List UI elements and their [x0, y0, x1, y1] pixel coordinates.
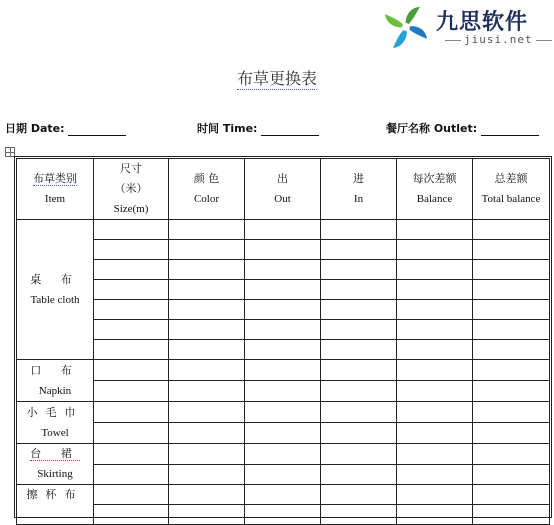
- category-skirting: 台 裙 Skirting: [17, 444, 94, 485]
- cell[interactable]: [321, 485, 397, 505]
- col-total-balance: 总差额 Total balance: [473, 159, 550, 220]
- cell[interactable]: [473, 381, 550, 402]
- cell[interactable]: [94, 485, 169, 505]
- cell[interactable]: [245, 220, 321, 240]
- cell[interactable]: [245, 340, 321, 360]
- table-row: [17, 505, 550, 525]
- cell[interactable]: [245, 360, 321, 381]
- logo-name: 九思软件: [436, 10, 529, 35]
- date-field[interactable]: [5, 120, 126, 136]
- cell[interactable]: [169, 402, 245, 423]
- cell[interactable]: [245, 320, 321, 340]
- cell[interactable]: [94, 320, 169, 340]
- table-row: [17, 402, 550, 423]
- cell[interactable]: [94, 381, 169, 402]
- cell[interactable]: [169, 320, 245, 340]
- header-fields: [0, 120, 554, 136]
- cell[interactable]: [473, 464, 550, 485]
- cell[interactable]: [321, 300, 397, 320]
- table-row: [17, 240, 550, 260]
- linen-change-table: [16, 158, 550, 525]
- cell[interactable]: [473, 320, 550, 340]
- date-blank[interactable]: [68, 123, 126, 136]
- cell[interactable]: [473, 260, 550, 280]
- cell[interactable]: [473, 505, 550, 525]
- cell[interactable]: [169, 444, 245, 465]
- cell[interactable]: [245, 280, 321, 300]
- cell[interactable]: [397, 402, 473, 423]
- cell[interactable]: [94, 340, 169, 360]
- cell[interactable]: [94, 464, 169, 485]
- cell[interactable]: [245, 300, 321, 320]
- cell[interactable]: [169, 360, 245, 381]
- cell[interactable]: [397, 444, 473, 465]
- cell[interactable]: [397, 505, 473, 525]
- cell[interactable]: [169, 280, 245, 300]
- cell[interactable]: [397, 260, 473, 280]
- cell[interactable]: [321, 423, 397, 444]
- cell[interactable]: [94, 423, 169, 444]
- category-table-cloth: 桌 布 Table cloth: [17, 220, 94, 360]
- table-row: [17, 464, 550, 485]
- cell[interactable]: [245, 464, 321, 485]
- cell[interactable]: [473, 423, 550, 444]
- table-row: [17, 320, 550, 340]
- cell[interactable]: [245, 444, 321, 465]
- jiusi-logo: [380, 2, 550, 52]
- cell[interactable]: [397, 300, 473, 320]
- cell[interactable]: [94, 280, 169, 300]
- cell[interactable]: [94, 402, 169, 423]
- table-row: [17, 260, 550, 280]
- cell[interactable]: [245, 423, 321, 444]
- logo-url: jiusi.net: [442, 33, 554, 46]
- cell[interactable]: [473, 300, 550, 320]
- cell[interactable]: [397, 464, 473, 485]
- category-towel: 小毛巾 Towel: [17, 402, 94, 444]
- cell[interactable]: [94, 505, 169, 525]
- cell[interactable]: [397, 240, 473, 260]
- cell[interactable]: [245, 381, 321, 402]
- outlet-field[interactable]: [386, 120, 539, 136]
- cell[interactable]: [94, 240, 169, 260]
- cell[interactable]: [94, 360, 169, 381]
- cell[interactable]: [397, 485, 473, 505]
- cell[interactable]: [94, 260, 169, 280]
- cell[interactable]: [473, 402, 550, 423]
- col-balance: 每次差额 Balance: [397, 159, 473, 220]
- cell[interactable]: [94, 444, 169, 465]
- cell[interactable]: [473, 240, 550, 260]
- cell[interactable]: [94, 220, 169, 240]
- category-napkin: 口 布 Napkin: [17, 360, 94, 402]
- cell[interactable]: [397, 423, 473, 444]
- cell[interactable]: [473, 280, 550, 300]
- col-color: 颜 色 Color: [169, 159, 245, 220]
- cell[interactable]: [169, 240, 245, 260]
- cell[interactable]: [245, 485, 321, 505]
- cell[interactable]: [397, 320, 473, 340]
- table-row: [17, 485, 550, 505]
- date-label: 日期 Date:: [5, 122, 65, 135]
- cell[interactable]: [169, 260, 245, 280]
- col-out: 出 Out: [245, 159, 321, 220]
- cell[interactable]: [321, 320, 397, 340]
- cell[interactable]: [397, 340, 473, 360]
- cell[interactable]: [169, 505, 245, 525]
- cell[interactable]: [245, 240, 321, 260]
- cell[interactable]: [473, 444, 550, 465]
- page-title: 布草更换表: [236, 69, 317, 88]
- cell[interactable]: [321, 240, 397, 260]
- outlet-label: 餐厅名称 Outlet:: [386, 122, 478, 135]
- cell[interactable]: [473, 360, 550, 381]
- cell[interactable]: [321, 402, 397, 423]
- cell[interactable]: [245, 505, 321, 525]
- cell[interactable]: [321, 220, 397, 240]
- cell[interactable]: [321, 360, 397, 381]
- col-in: 进 In: [321, 159, 397, 220]
- cell[interactable]: [169, 464, 245, 485]
- cell[interactable]: [397, 280, 473, 300]
- time-label: 时间 Time:: [197, 122, 258, 135]
- cell[interactable]: [321, 444, 397, 465]
- table-row: [17, 423, 550, 444]
- table-row: [17, 220, 550, 240]
- cell[interactable]: [321, 464, 397, 485]
- cell[interactable]: [321, 280, 397, 300]
- col-item: 布草类别 Item: [17, 159, 94, 220]
- cell[interactable]: [169, 340, 245, 360]
- category-cup-cloth: 擦杯布: [17, 485, 94, 525]
- cell[interactable]: [169, 220, 245, 240]
- table-row: [17, 381, 550, 402]
- cell[interactable]: [321, 505, 397, 525]
- table-row: [17, 300, 550, 320]
- cell[interactable]: [321, 260, 397, 280]
- cell[interactable]: [169, 485, 245, 505]
- cell[interactable]: [473, 485, 550, 505]
- cell[interactable]: [397, 381, 473, 402]
- cell[interactable]: [169, 381, 245, 402]
- cell[interactable]: [94, 300, 169, 320]
- table-row: [17, 340, 550, 360]
- cell[interactable]: [473, 340, 550, 360]
- cell[interactable]: [473, 220, 550, 240]
- table-row: [17, 360, 550, 381]
- col-size: 尺寸 （米） Size(m): [94, 159, 169, 220]
- table-row: [17, 444, 550, 465]
- cell[interactable]: [321, 381, 397, 402]
- pinwheel-logo-icon: [380, 2, 432, 52]
- cell[interactable]: [169, 300, 245, 320]
- table-row: [17, 280, 550, 300]
- cell[interactable]: [397, 360, 473, 381]
- cell[interactable]: [245, 260, 321, 280]
- cell[interactable]: [169, 423, 245, 444]
- time-blank[interactable]: [261, 123, 319, 136]
- cell[interactable]: [321, 340, 397, 360]
- time-field[interactable]: [197, 120, 319, 136]
- table-header-row: [17, 159, 550, 220]
- outlet-blank[interactable]: [481, 123, 539, 136]
- cell[interactable]: [397, 220, 473, 240]
- cell[interactable]: [245, 402, 321, 423]
